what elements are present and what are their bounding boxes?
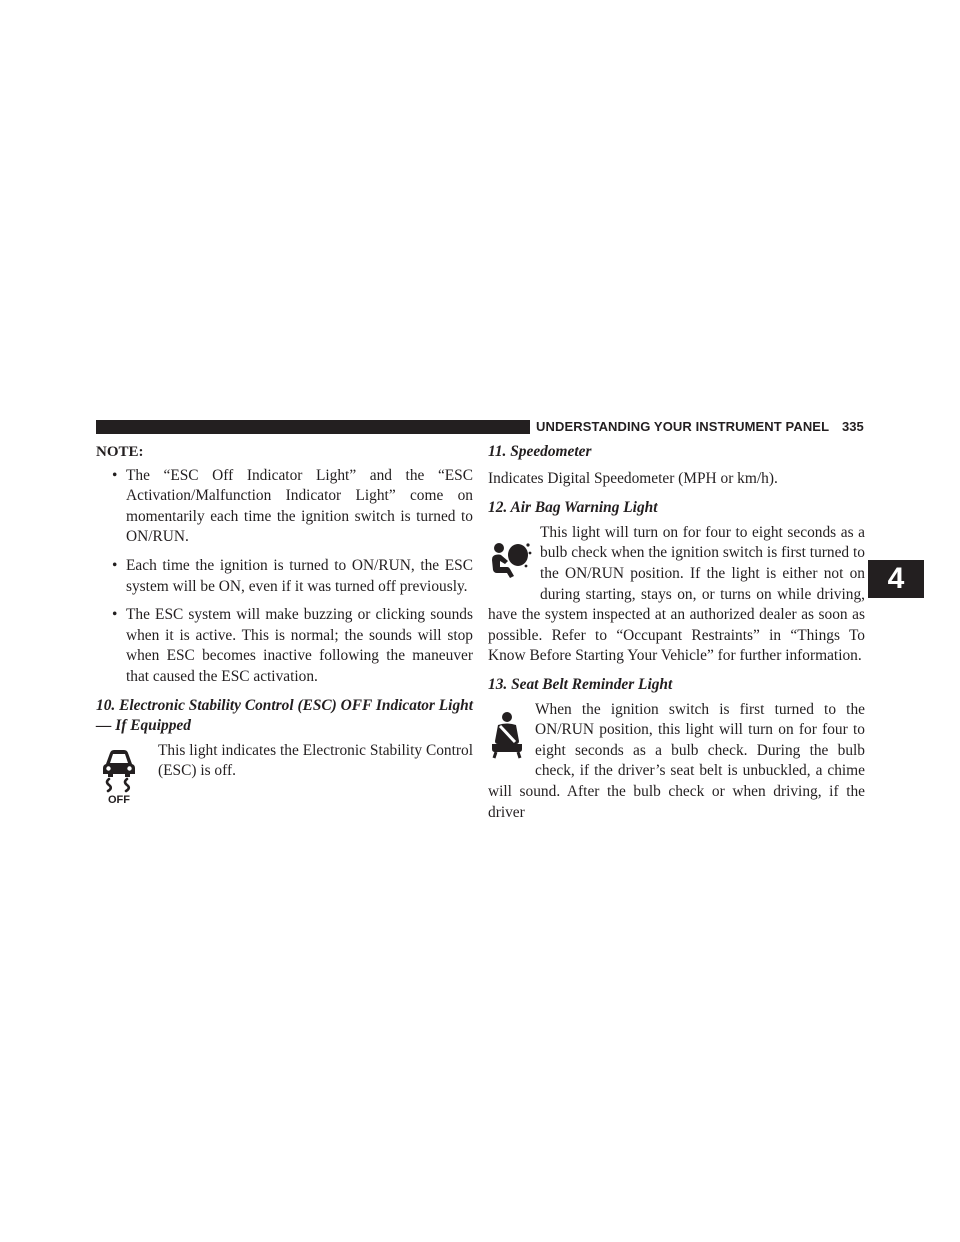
section-12-body <box>488 523 865 667</box>
section-13-body <box>488 700 865 824</box>
section-12-heading: 12. Air Bag Warning Light <box>488 499 658 517</box>
section-11-heading: 11. Speedometer <box>488 443 592 460</box>
note-bullet-item: • The ESC system will make buzzing or clicking sounds when it is active. This is normal; the sounds will stop when ESC becomes inactive following the maneuver that caused the ESC activation. <box>112 605 473 687</box>
header-rule <box>96 420 530 434</box>
note-bullet-item: • The “ESC Off Indicator Light” and the “ESC Activation/Malfunction Indicator Light” come on momentarily each time the ignition switch is turned to ON/RUN. <box>112 466 473 548</box>
esc-off-icon <box>96 743 148 805</box>
seatbelt-icon <box>488 704 535 766</box>
right-column <box>488 440 865 831</box>
esc-off-icon-label: OFF <box>108 793 130 804</box>
section-13-text: When the ignition switch is first turned to the ON/RUN position, this light will turn on for four to eight seconds as a bulb check. During the bulb check, if the driver’s seat belt is unbuckled, a chime will sound. After the bulb check or when driving, if the driver <box>488 700 865 821</box>
page-number: 335 <box>842 419 864 434</box>
airbag-icon <box>488 529 540 591</box>
note-label: NOTE: <box>96 444 144 460</box>
chapter-tab: 4 <box>868 560 924 598</box>
section-11-text: Indicates Digital Speedometer (MPH or km/h). <box>488 469 778 487</box>
running-header-title: UNDERSTANDING YOUR INSTRUMENT PANEL <box>536 419 830 434</box>
section-10-text: This light indicates the Electronic Stability Control (ESC) is off. <box>158 741 473 780</box>
section-10-heading: 10. Electronic Stability Control (ESC) OFF Indicator Light — If Equipped <box>96 696 473 735</box>
section-10-body <box>96 741 473 805</box>
note-bullet-item: • Each time the ignition is turned to ON/RUN, the ESC system will be ON, even if it was turned off previously. <box>112 556 473 597</box>
section-12-text: This light will turn on for four to eight seconds as a bulb check when the ignition switch is first turned to the ON/RUN position. If the light is either not on during starting, stays on, or turns on while driving, have the system inspected at an authorized dealer as soon as possible. Refer to “Occupant Restraints” in “Things To Know Before Starting Your Vehicle” for further information. <box>488 523 865 665</box>
note-bullet-list <box>96 466 473 688</box>
section-13-heading: 13. Seat Belt Reminder Light <box>488 675 673 693</box>
left-column <box>96 440 473 813</box>
